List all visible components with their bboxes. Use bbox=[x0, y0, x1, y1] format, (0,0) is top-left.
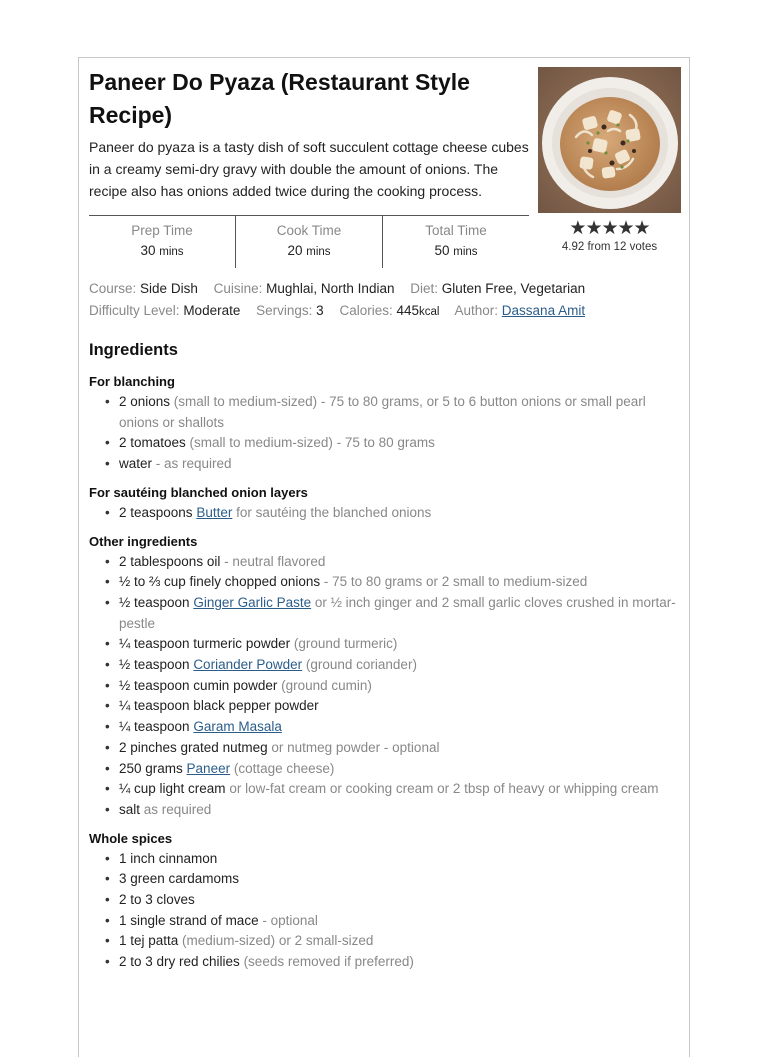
course-value: Side Dish bbox=[140, 281, 198, 296]
recipe-photo[interactable] bbox=[538, 67, 681, 213]
ingredient-notes: (medium-sized) or 2 small-sized bbox=[178, 933, 374, 949]
prep-time-unit: mins bbox=[159, 246, 184, 258]
ingredient-item bbox=[89, 696, 679, 717]
diet-label: Diet: bbox=[410, 281, 438, 296]
ingredient-item bbox=[89, 655, 679, 676]
ingredient-item bbox=[89, 392, 679, 433]
ingredient-group-title: For blanching bbox=[89, 374, 175, 389]
ingredient-item bbox=[89, 869, 679, 890]
ingredient-amount: 2 to 3 dry red chilies bbox=[119, 954, 240, 970]
meta-author bbox=[455, 303, 586, 318]
ingredient-item bbox=[89, 800, 679, 821]
calories-unit: kcal bbox=[419, 306, 440, 318]
ingredient-notes: (small to medium-sized) - 75 to 80 grams, or 5 to 6 button onions or small pearl onions or shallots bbox=[119, 394, 646, 430]
ingredient-item bbox=[89, 676, 679, 697]
ingredient-item bbox=[89, 738, 679, 759]
paneer-dish-icon bbox=[538, 67, 681, 213]
ingredient-notes: - optional bbox=[258, 912, 318, 928]
author-link[interactable]: Dassana Amit bbox=[501, 303, 586, 318]
course-label: Course: bbox=[89, 281, 137, 296]
ingredient-amount: 2 tomatoes bbox=[119, 435, 186, 451]
cook-time-number: 20 bbox=[287, 243, 303, 258]
calories-label: Calories: bbox=[339, 303, 393, 318]
ingredient-amount: 1 single strand of mace bbox=[119, 912, 259, 928]
ingredient-notes: - neutral flavored bbox=[220, 553, 326, 569]
author-label: Author: bbox=[454, 303, 499, 318]
total-time-number: 50 bbox=[434, 243, 450, 258]
ingredient-group-blanching bbox=[89, 373, 679, 475]
ingredient-item bbox=[89, 759, 679, 780]
ingredient-notes: - as required bbox=[152, 456, 232, 472]
ingredient-item bbox=[89, 890, 679, 911]
ingredient-link-ginger-garlic-paste[interactable]: Ginger Garlic Paste bbox=[193, 594, 312, 610]
recipe-meta bbox=[89, 278, 679, 323]
ingredient-notes: (cottage cheese) bbox=[230, 760, 335, 776]
meta-cuisine bbox=[214, 281, 395, 296]
recipe-title: Paneer Do Pyaza (Restaurant Style Recipe) bbox=[89, 69, 470, 128]
ingredient-amount: 2 teaspoons bbox=[119, 504, 197, 520]
rating-votes: 4.92 from 12 votes bbox=[561, 241, 658, 253]
ingredient-notes: as required bbox=[140, 801, 212, 817]
ingredient-amount: ½ teaspoon bbox=[119, 657, 194, 673]
cook-time bbox=[235, 216, 382, 268]
meta-course bbox=[89, 281, 198, 296]
ingredient-notes: or low-fat cream or cooking cream or 2 tbsp of heavy or whipping cream bbox=[225, 781, 659, 797]
ingredient-amount: ½ to ⅔ cup finely chopped onions bbox=[119, 574, 321, 590]
ingredient-amount: 1 inch cinnamon bbox=[119, 850, 218, 866]
cuisine-value: Mughlai, North Indian bbox=[266, 281, 395, 296]
ingredient-item bbox=[89, 634, 679, 655]
ingredient-amount: ¼ teaspoon turmeric powder bbox=[119, 636, 291, 652]
ingredient-group-title: Other ingredients bbox=[89, 533, 198, 549]
ingredient-notes: (small to medium-sized) - 75 to 80 grams bbox=[185, 435, 435, 451]
ingredient-notes: (ground coriander) bbox=[302, 657, 417, 673]
ingredient-items bbox=[89, 392, 679, 475]
ingredient-notes: or nutmeg powder - optional bbox=[267, 739, 440, 755]
ingredient-item bbox=[89, 911, 679, 932]
calories-value: 445 bbox=[396, 303, 420, 318]
total-time-value bbox=[383, 240, 529, 263]
diet-value: Gluten Free, Vegetarian bbox=[441, 281, 586, 296]
ingredient-amount: 3 green cardamoms bbox=[119, 871, 240, 887]
ingredient-notes: for sautéing the blanched onions bbox=[232, 504, 432, 520]
ingredient-amount: ¼ teaspoon black pepper powder bbox=[119, 698, 319, 714]
prep-time-label: Prep Time bbox=[131, 223, 193, 238]
recipe-summary: Paneer do pyaza is a tasty dish of soft succulent cottage cheese cubes in a creamy semi-dry gravy with double the amount of onions. The recipe also has onions added twice during the cooking process. bbox=[89, 139, 529, 199]
total-time-label: Total Time bbox=[425, 223, 487, 238]
ingredient-group-title: Whole spices bbox=[89, 830, 173, 846]
ingredient-amount: water bbox=[119, 456, 153, 472]
meta-diet bbox=[410, 281, 585, 296]
star-rating[interactable]: ★★★★★ bbox=[569, 218, 650, 239]
ingredient-group-whole-spices bbox=[89, 830, 679, 973]
recipe-card bbox=[78, 57, 690, 1057]
ingredient-amount: ¼ teaspoon bbox=[119, 719, 194, 735]
ingredient-notes: - 75 to 80 grams or 2 small to medium-sized bbox=[320, 574, 588, 590]
meta-difficulty bbox=[89, 303, 240, 318]
ingredient-item bbox=[89, 552, 679, 573]
ingredient-item bbox=[89, 433, 679, 454]
ingredient-item bbox=[89, 454, 679, 475]
ingredient-amount: ½ teaspoon cumin powder bbox=[119, 677, 278, 693]
ingredient-item bbox=[89, 931, 679, 952]
ingredient-item bbox=[89, 717, 679, 738]
total-time-unit: mins bbox=[453, 246, 478, 258]
meta-line-1 bbox=[89, 278, 679, 300]
ingredient-amount: 2 to 3 cloves bbox=[119, 892, 195, 908]
meta-servings bbox=[256, 303, 324, 318]
ingredient-link-garam-masala[interactable]: Garam Masala bbox=[193, 719, 282, 735]
ingredient-amount: ¼ cup light cream bbox=[119, 781, 226, 797]
prep-time-number: 30 bbox=[140, 243, 156, 258]
ingredient-items bbox=[89, 503, 679, 524]
rating bbox=[538, 218, 681, 253]
ingredient-group-title: For sautéing blanched onion layers bbox=[89, 484, 308, 500]
ingredient-item bbox=[89, 779, 679, 800]
ingredient-item bbox=[89, 572, 679, 593]
meta-line-2 bbox=[89, 300, 679, 323]
prep-time bbox=[89, 216, 235, 268]
ingredient-notes: (ground turmeric) bbox=[290, 636, 398, 652]
ingredient-notes: or ½ inch ginger and 2 small garlic cloves crushed in mortar-pestle bbox=[119, 594, 676, 631]
servings-value[interactable]: 3 bbox=[316, 303, 324, 318]
ingredient-items bbox=[89, 849, 679, 973]
ingredient-item bbox=[89, 593, 679, 634]
ingredient-amount: 1 tej patta bbox=[119, 933, 179, 949]
ingredient-items bbox=[89, 552, 679, 821]
cuisine-label: Cuisine: bbox=[213, 281, 263, 296]
ingredient-notes: (ground cumin) bbox=[277, 677, 372, 693]
ingredient-amount: 2 pinches grated nutmeg bbox=[119, 739, 268, 755]
difficulty-value: Moderate bbox=[183, 303, 241, 318]
ingredient-item bbox=[89, 503, 679, 524]
ingredients-heading: Ingredients bbox=[89, 341, 178, 359]
ingredient-amount: 250 grams bbox=[119, 760, 187, 776]
time-table bbox=[89, 215, 529, 268]
total-time bbox=[382, 216, 529, 268]
prep-time-value bbox=[89, 240, 235, 263]
ingredient-link-butter[interactable]: Butter bbox=[196, 504, 233, 520]
ingredient-group-other bbox=[89, 533, 679, 821]
ingredients-list bbox=[89, 373, 679, 973]
ingredient-link-paneer[interactable]: Paneer bbox=[186, 760, 231, 776]
ingredient-notes: (seeds removed if preferred) bbox=[239, 954, 414, 970]
ingredient-amount: salt bbox=[119, 801, 141, 817]
ingredient-group-sauteing bbox=[89, 484, 679, 524]
difficulty-label: Difficulty Level: bbox=[89, 303, 180, 318]
ingredient-amount: ½ teaspoon bbox=[119, 594, 194, 610]
servings-label: Servings: bbox=[256, 303, 313, 318]
cook-time-value bbox=[236, 240, 382, 263]
cook-time-label: Cook Time bbox=[276, 223, 342, 238]
meta-calories bbox=[339, 303, 439, 318]
ingredient-link-coriander-powder[interactable]: Coriander Powder bbox=[193, 657, 303, 673]
ingredient-item bbox=[89, 849, 679, 870]
ingredient-amount: 2 tablespoons oil bbox=[119, 553, 221, 569]
cook-time-unit: mins bbox=[306, 246, 331, 258]
ingredient-amount: 2 onions bbox=[119, 394, 171, 409]
ingredient-item bbox=[89, 952, 679, 973]
